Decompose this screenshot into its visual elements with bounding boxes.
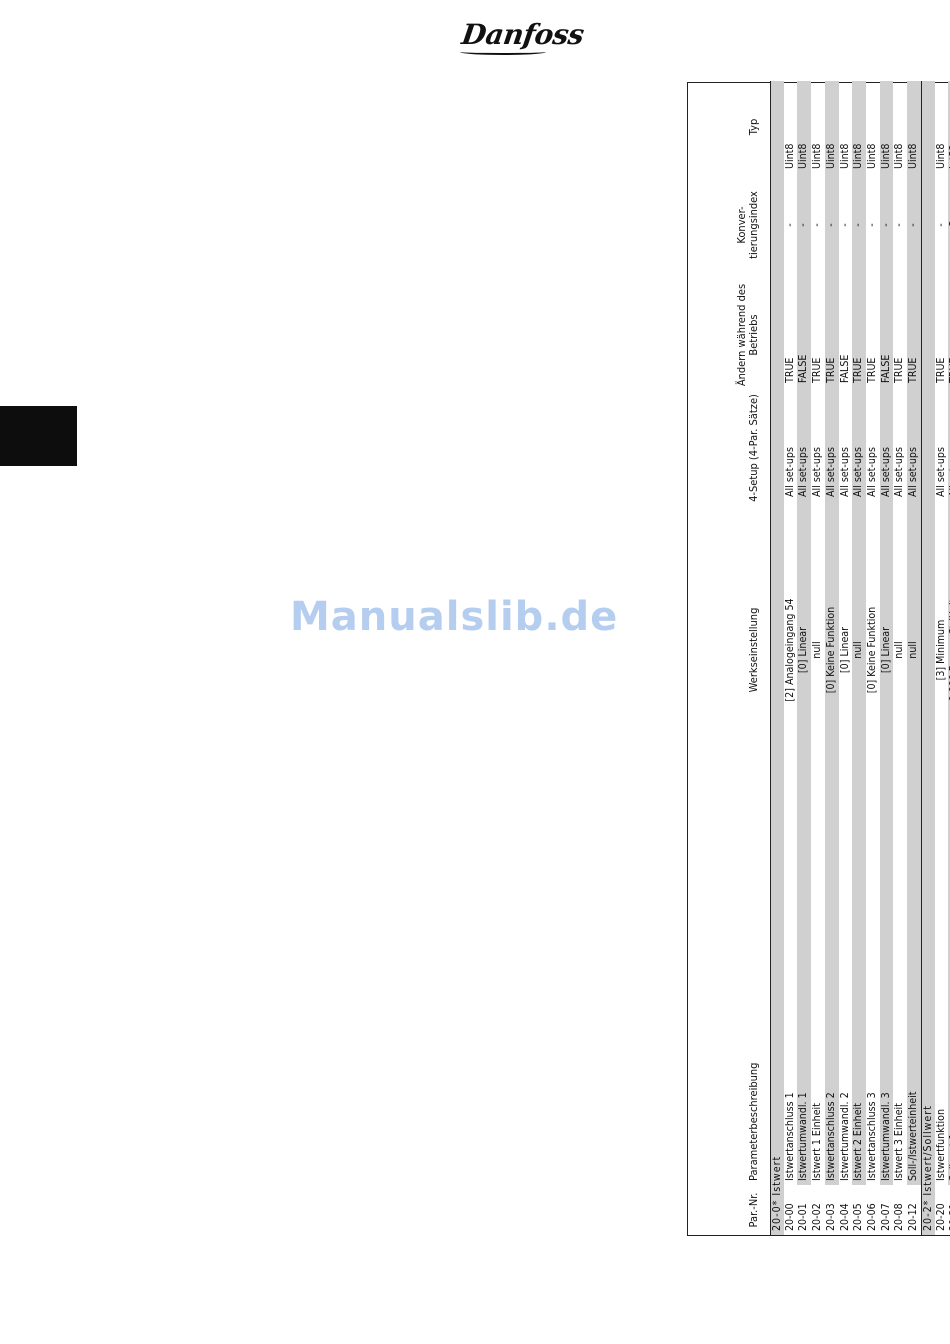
watermark: Manualslib.de <box>290 594 619 640</box>
default-value: null <box>893 641 906 659</box>
setup-value: All set-ups <box>866 447 879 497</box>
par-description: Istwertanschluss 2 <box>824 1092 837 1181</box>
par-number: 20-01 <box>797 1203 810 1231</box>
conversion-index: - <box>893 223 906 227</box>
setup-value: All set-ups <box>838 447 851 497</box>
col-header-desc: Parameterbeschreibung <box>747 1062 760 1181</box>
change-value: TRUE <box>852 357 865 383</box>
parameter-table <box>687 82 950 1236</box>
table-row <box>935 81 949 1235</box>
group-label: 20-0* Istwert <box>771 1155 783 1231</box>
conversion-index: - <box>879 223 892 227</box>
table-row <box>866 81 880 1235</box>
data-type: Uint8 <box>907 143 920 169</box>
data-type: Uint8 <box>934 143 947 169</box>
data-type: Uint8 <box>783 143 796 169</box>
setup-value: All set-ups <box>783 447 796 497</box>
par-number: 20-12 <box>907 1203 920 1231</box>
conversion-index: - <box>907 223 920 227</box>
table-body <box>770 81 950 1235</box>
default-value: [0] Linear <box>879 626 892 674</box>
group-label: 20-2* Istwert/Sollwert <box>921 1105 934 1231</box>
par-description: Istwert 3 Einheit <box>893 1103 906 1181</box>
data-type: Uint8 <box>879 143 892 169</box>
par-description: Istwertumwandl. 1 <box>797 1092 810 1181</box>
setup-value: All set-ups <box>934 447 947 497</box>
default-value: [0] Keine Funktion <box>866 606 879 694</box>
par-description: Istwertanschluss 3 <box>866 1092 879 1181</box>
conversion-index: - <box>783 223 796 227</box>
table-row <box>839 81 853 1235</box>
change-value: FALSE <box>797 354 810 383</box>
par-number: 20-05 <box>852 1203 865 1231</box>
par-number: 20-00 <box>783 1203 796 1231</box>
conversion-index: - <box>852 223 865 227</box>
default-value: null <box>811 641 824 659</box>
par-number: 20-20 <box>934 1203 947 1231</box>
table-row <box>880 81 894 1235</box>
data-type: Uint8 <box>824 143 837 169</box>
logo-swoosh <box>460 49 546 55</box>
change-value: TRUE <box>934 357 947 383</box>
default-value: [2] Analogeingang 54 <box>783 598 796 702</box>
setup-value: All set-ups <box>797 447 810 497</box>
par-number: 20-02 <box>811 1203 824 1231</box>
data-type: Uint8 <box>866 143 879 169</box>
rotated-page-content <box>687 0 950 1236</box>
table-row <box>825 81 839 1235</box>
setup-value: All set-ups <box>879 447 892 497</box>
data-type: Uint8 <box>852 143 865 169</box>
change-value: TRUE <box>893 357 906 383</box>
danfoss-logo: Danfoss <box>459 18 586 51</box>
default-value: null <box>907 641 920 659</box>
default-value: [0] Linear <box>797 626 810 674</box>
conversion-index: - <box>811 223 824 227</box>
col-header-setup: 4-Setup (4-Par. Sätze) <box>747 394 760 502</box>
data-type: Uint8 <box>811 143 824 169</box>
default-value: [3] Minimum <box>934 619 947 681</box>
data-type: Uint8 <box>893 143 906 169</box>
table-row <box>893 81 907 1235</box>
par-number: 20-04 <box>838 1203 851 1231</box>
default-value: [0] Keine Funktion <box>824 606 837 694</box>
conversion-index: - <box>797 223 810 227</box>
conversion-index: - <box>838 223 851 227</box>
change-value: TRUE <box>866 357 879 383</box>
par-description: Soll-/Istwerteinheit <box>907 1091 920 1181</box>
setup-value: All set-ups <box>811 447 824 497</box>
col-header-type: Typ <box>747 118 760 136</box>
par-number: 20-08 <box>893 1203 906 1231</box>
par-description: Istwertfunktion <box>934 1108 947 1181</box>
setup-value: All set-ups <box>824 447 837 497</box>
par-description: Istwertumwandl. 2 <box>838 1092 851 1181</box>
chapter-tab-marker <box>0 406 77 466</box>
change-value: TRUE <box>824 357 837 383</box>
col-header-par: Par.-Nr. <box>747 1192 760 1228</box>
par-description: Istwertanschluss 1 <box>783 1092 796 1181</box>
table-row <box>784 81 798 1235</box>
par-number: 20-03 <box>824 1203 837 1231</box>
conversion-index: - <box>866 223 879 227</box>
col-header-change: Ändern während des Betriebs <box>735 283 760 387</box>
change-value: FALSE <box>879 354 892 383</box>
setup-value: All set-ups <box>907 447 920 497</box>
change-value: FALSE <box>838 354 851 383</box>
change-value: TRUE <box>811 357 824 383</box>
data-type: Uint8 <box>838 143 851 169</box>
table-row <box>907 81 921 1235</box>
group-header-row <box>770 81 784 1235</box>
par-number: 20-07 <box>879 1203 892 1231</box>
conversion-index: - <box>824 223 837 227</box>
par-number: 20-06 <box>866 1203 879 1231</box>
par-description: Istwertumwandl. 3 <box>879 1092 892 1181</box>
default-value: null <box>852 641 865 659</box>
setup-value: All set-ups <box>893 447 906 497</box>
conversion-index: - <box>934 223 947 227</box>
par-description: Istwert 1 Einheit <box>811 1103 824 1181</box>
group-header-row <box>921 81 935 1235</box>
col-header-default: Werkseinstellung <box>747 607 760 693</box>
table-row <box>852 81 866 1235</box>
col-header-conv: Konver-tierungsindex <box>735 191 760 259</box>
change-value: TRUE <box>783 357 796 383</box>
change-value: TRUE <box>907 357 920 383</box>
par-description: Istwert 2 Einheit <box>852 1103 865 1181</box>
setup-value: All set-ups <box>852 447 865 497</box>
default-value: [0] Linear <box>838 626 851 674</box>
data-type: Uint8 <box>797 143 810 169</box>
table-row <box>811 81 825 1235</box>
table-row <box>797 81 811 1235</box>
